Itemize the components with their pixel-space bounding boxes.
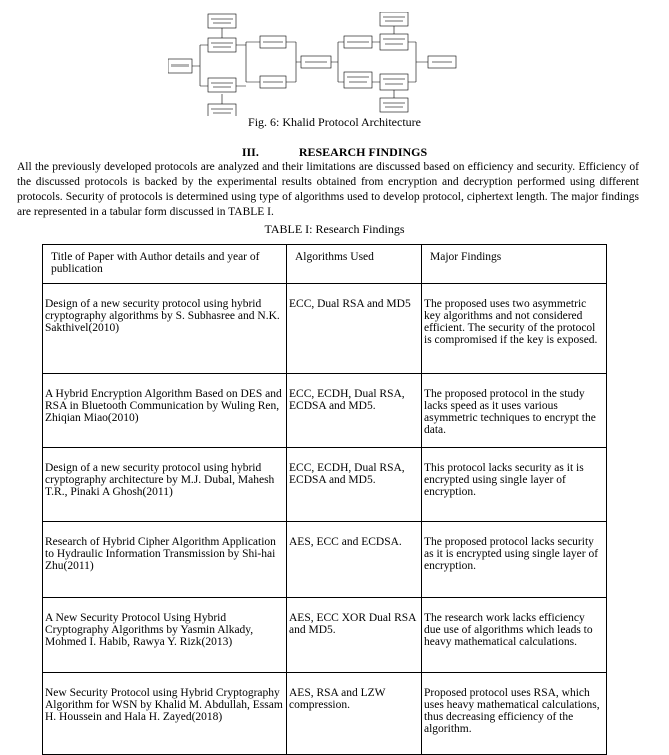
table-row <box>43 284 607 374</box>
architecture-diagram <box>168 12 460 116</box>
table-row <box>43 522 607 598</box>
paper-title-cell: A New Security Protocol Using Hybrid Cryptography Algorithms by Yasmin Alkady, Mohmed I. Habib, Rawya Y. Rizk(2013) <box>45 612 254 648</box>
header-findings: Major Findings <box>422 245 607 284</box>
paper-title-cell: Research of Hybrid Cipher Algorithm Application to Hydraulic Information Transmission by Shi-hai Zhu(2011) <box>45 536 276 572</box>
algorithms-cell: ECC, ECDH, Dual RSA, ECDSA and MD5. <box>289 462 405 486</box>
algorithms-cell: ECC, ECDH, Dual RSA, ECDSA and MD5. <box>289 388 405 412</box>
diagram-nodes <box>168 12 456 116</box>
section-heading <box>0 145 669 159</box>
algorithms-cell: ECC, Dual RSA and MD5 <box>289 298 411 310</box>
findings-cell: This protocol lacks security as it is encrypted using single layer of encryption. <box>424 462 584 498</box>
section-number: III. <box>241 145 259 159</box>
findings-table <box>42 244 607 755</box>
paper-title-cell: Design of a new security protocol using hybrid cryptography algorithms by S. Subhasree and N.K. Sakthivel(2010) <box>45 298 280 334</box>
table-row <box>43 598 607 673</box>
findings-cell: The research work lacks efficiency due use of algorithms which leads to heavy mathematical calculations. <box>424 612 593 648</box>
section-paragraph: All the previously developed protocols are analyzed and their limitations are discussed based on efficiency and security. Efficiency of the discussed protocols is backed by the experimental results obtained from encryption and decryption performed using different protocols. Security of protocols is determined using type of algorithms used to develop protocol, ciphertext length. The major findings are represented in a tabular form discussed in TABLE I. <box>17 161 639 218</box>
paper-title-cell: Design of a new security protocol using hybrid cryptography architecture by M.J. Dubal, Mahesh T.R., Pinaki A Ghosh(2011) <box>45 462 275 498</box>
paper-title-cell: A Hybrid Encryption Algorithm Based on DES and RSA in Bluetooth Communication by Wuling Ren, Zhiqian Miao(2010) <box>45 388 282 424</box>
header-title: Title of Paper with Author details and year of publication <box>43 245 287 284</box>
algorithms-cell: AES, ECC and ECDSA. <box>289 536 402 548</box>
figure-caption: Fig. 6: Khalid Protocol Architecture <box>248 115 421 129</box>
findings-cell: Proposed protocol uses RSA, which uses heavy mathematical calculations, thus decreasing efficiency of the algorithm. <box>424 687 600 735</box>
findings-cell: The proposed uses two asymmetric key algorithms and not considered efficient. The security of the protocol is compromised if the key is exposed. <box>424 298 598 346</box>
table-row <box>43 448 607 522</box>
algorithms-cell: AES, RSA and LZW compression. <box>289 687 386 711</box>
algorithms-cell: AES, ECC XOR Dual RSA and MD5. <box>289 612 416 636</box>
table-header-row <box>43 245 607 284</box>
findings-cell: The proposed protocol in the study lacks speed as it uses various asymmetric techniques to encrypt the data. <box>424 388 596 436</box>
table-row <box>43 374 607 448</box>
findings-cell: The proposed protocol lacks security as it is encrypted using single layer of encryption. <box>424 536 599 572</box>
table-caption: TABLE I: Research Findings <box>264 222 405 236</box>
header-algorithms: Algorithms Used <box>287 245 422 284</box>
section-title: RESEARCH FINDINGS <box>298 145 428 159</box>
paper-title-cell: New Security Protocol using Hybrid Cryptography Algorithm for WSN by Khalid M. Abdullah, Essam H. Houssein and Hala H. Zayed(2018) <box>45 687 283 723</box>
table-row <box>43 673 607 755</box>
